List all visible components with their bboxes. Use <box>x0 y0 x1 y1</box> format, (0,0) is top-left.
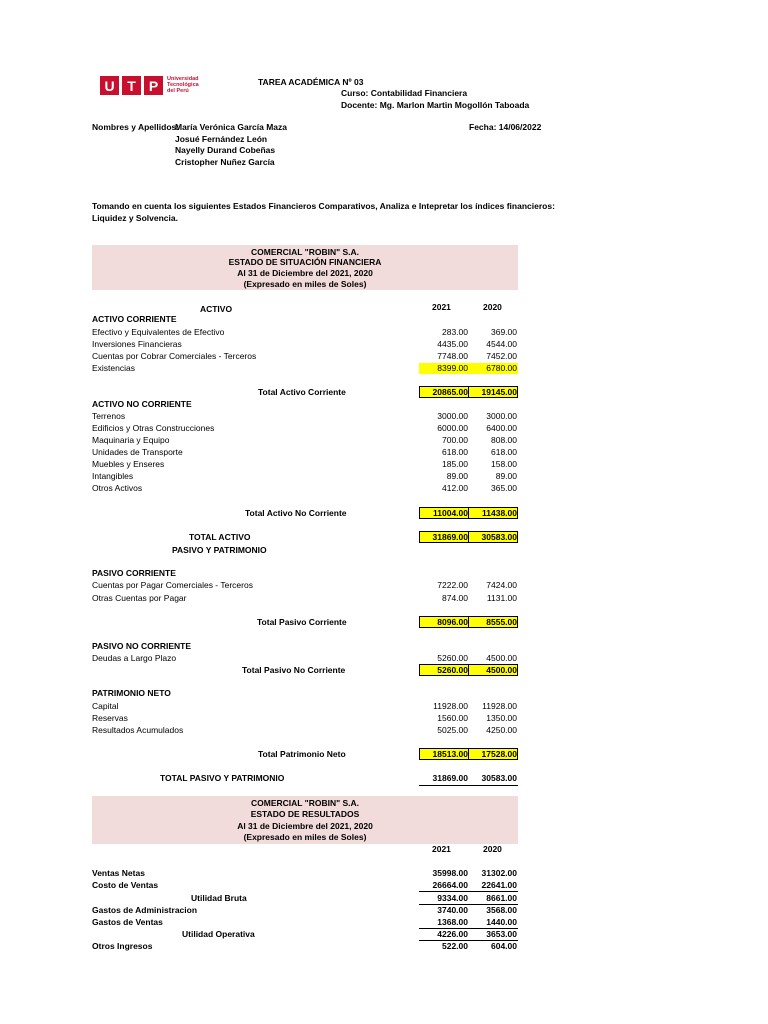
logo-letter-u: U <box>100 76 119 95</box>
row-label: Otros Ingresos <box>92 941 153 951</box>
total-2020: 8555.00 <box>486 617 517 627</box>
value-2021: 11928.00 <box>433 701 468 711</box>
student-name: María Verónica García Maza <box>175 122 287 132</box>
balance-company: COMERCIAL "ROBIN" S.A. <box>250 247 360 257</box>
total-2020: 4500.00 <box>486 665 517 675</box>
value-2020: 31302.00 <box>481 868 517 878</box>
total-2020: 11438.00 <box>482 508 517 518</box>
value-2020: 89.00 <box>495 471 517 481</box>
value-2021: 26664.00 <box>432 880 468 890</box>
total-activo-label: TOTAL ACTIVO <box>189 532 251 542</box>
names-label: Nombres y Apellidos: <box>92 122 180 132</box>
value-2020: 604.00 <box>491 941 517 951</box>
value-2021: 9334.00 <box>437 893 468 903</box>
value-2021: 6000.00 <box>437 423 468 433</box>
value-2020: 1440.00 <box>486 917 517 927</box>
income-period: Al 31 de Diciembre del 2021, 2020 <box>237 821 373 831</box>
row-label: Efectivo y Equivalentes de Efectivo <box>92 327 225 337</box>
total-2020: 30583.00 <box>481 532 517 542</box>
total-2021: 18513.00 <box>432 749 468 759</box>
value-2021: 89.00 <box>446 471 468 481</box>
value-2021: 185.00 <box>442 459 468 469</box>
value-2020: 3000.00 <box>486 411 517 421</box>
value-2021: 3740.00 <box>437 905 468 915</box>
value-2021: 5260.00 <box>437 653 468 663</box>
value-2020: 369.00 <box>491 327 517 337</box>
student-name: Cristopher Nuñez García <box>175 157 275 167</box>
section-title-pasivo-corriente: PASIVO CORRIENTE <box>92 568 176 578</box>
value-2021: 4226.00 <box>437 929 468 939</box>
value-2020: 7452.00 <box>486 351 517 361</box>
year-header-2020: 2020 <box>483 844 502 854</box>
pasivo-patrimonio-heading: PASIVO Y PATRIMONIO <box>172 545 267 555</box>
income-company: COMERCIAL "ROBIN" S.A. <box>250 798 360 808</box>
teacher-label: Docente: Mg. Marlon Martin Mogollón Taboada <box>341 100 530 110</box>
row-label: Otras Cuentas por Pagar <box>92 593 187 603</box>
total-pasivo-patrimonio-label: TOTAL PASIVO Y PATRIMONIO <box>160 773 285 783</box>
value-2020: 6400.00 <box>486 423 517 433</box>
section-title-activo-corriente: ACTIVO CORRIENTE <box>92 314 177 324</box>
total-label: Total Activo Corriente <box>258 387 346 397</box>
instructions-line: Liquidez y Solvencia. <box>92 213 178 223</box>
value-2021: 8399.00 <box>437 363 468 373</box>
total-label: Total Patrimonio Neto <box>258 749 346 759</box>
value-2020: 3653.00 <box>486 929 517 939</box>
total-2020: 19145.00 <box>481 387 517 397</box>
activo-column-label: ACTIVO <box>199 304 233 314</box>
instructions-line: Tomando en cuenta los siguientes Estados Financieros Comparativos, Analiza e Intepretar los índices financieros: <box>92 201 555 211</box>
assignment-title: TAREA ACADÉMICA Nº 03 <box>258 77 364 87</box>
row-label: Edificios y Otras Construcciones <box>92 423 215 433</box>
section-title-patrimonio-neto: PATRIMONIO NETO <box>92 688 171 698</box>
value-2020: 1350.00 <box>486 713 517 723</box>
total-2021: 11004.00 <box>433 508 468 518</box>
row-label: Ventas Netas <box>92 868 145 878</box>
row-label: Maquinaria y Equipo <box>92 435 170 445</box>
student-name: Nayelly Durand Cobeñas <box>175 145 276 155</box>
row-label: Gastos de Administracion <box>92 905 198 915</box>
value-2020: 22641.00 <box>481 880 517 890</box>
value-2020: 1131.00 <box>486 593 517 603</box>
value-2020: 365.00 <box>491 483 517 493</box>
row-label: Deudas a Largo Plazo <box>92 653 177 663</box>
value-2021: 7748.00 <box>437 351 468 361</box>
row-label: Capital <box>92 701 119 711</box>
value-2021: 1368.00 <box>437 917 468 927</box>
value-2020: 4500.00 <box>486 653 517 663</box>
total-2021: 31869.00 <box>432 532 468 542</box>
total-label: Total Pasivo No Corriente <box>242 665 346 675</box>
row-label: Otros Activos <box>92 483 143 493</box>
value-2021: 7222.00 <box>437 580 468 590</box>
value-2020: 158.00 <box>491 459 517 469</box>
value-2021: 522.00 <box>442 941 468 951</box>
value-2020: 618.00 <box>491 447 517 457</box>
student-name: Josué Fernández León <box>175 134 268 144</box>
logo-subtitle: Universidad Tecnológica del Perú <box>167 76 199 94</box>
value-2021: 3000.00 <box>437 411 468 421</box>
income-title: ESTADO DE RESULTADOS <box>250 809 360 819</box>
section-title-activo-no-corriente: ACTIVO NO CORRIENTE <box>92 399 192 409</box>
row-label: Gastos de Ventas <box>92 917 163 927</box>
value-2021: 1560.00 <box>437 713 468 723</box>
value-2020: 8661.00 <box>486 893 517 903</box>
total-label: Total Activo No Corriente <box>245 508 347 518</box>
total-2020: 17528.00 <box>481 749 517 759</box>
row-label: Terrenos <box>92 411 126 421</box>
value-2021: 700.00 <box>442 435 468 445</box>
balance-period: Al 31 de Diciembre del 2021, 2020 <box>237 268 373 278</box>
value-2020: 7424.00 <box>486 580 517 590</box>
row-label: Existencias <box>92 363 135 373</box>
income-units: (Expresado en miles de Soles) <box>243 832 367 842</box>
row-label: Cuentas por Cobrar Comerciales - Terceros <box>92 351 257 361</box>
value-2021: 618.00 <box>442 447 468 457</box>
year-header-2021: 2021 <box>432 844 451 854</box>
subtotal-line <box>419 891 518 892</box>
value-2021: 412.00 <box>442 483 468 493</box>
row-label: Unidades de Transporte <box>92 447 183 457</box>
value-2021: 283.00 <box>442 327 468 337</box>
value-2021: 4435.00 <box>437 339 468 349</box>
value-2020: 6780.00 <box>486 363 517 373</box>
total-2021: 8096.00 <box>437 617 468 627</box>
row-label: Intangibles <box>92 471 134 481</box>
row-label: Cuentas por Pagar Comerciales - Terceros <box>92 580 253 590</box>
row-label: Resultados Acumulados <box>92 725 184 735</box>
total-2021: 5260.00 <box>437 665 468 675</box>
row-label: Muebles y Enseres <box>92 459 165 469</box>
total-2021: 20865.00 <box>432 387 468 397</box>
value-2020: 4544.00 <box>486 339 517 349</box>
total-2020: 30583.00 <box>481 773 517 783</box>
year-header-2020: 2020 <box>483 302 502 312</box>
total-pp-underline <box>419 785 518 786</box>
row-label: Utilidad Operativa <box>182 929 255 939</box>
date-label: Fecha: 14/06/2022 <box>469 122 542 132</box>
total-2021: 31869.00 <box>432 773 468 783</box>
value-2020: 4250.00 <box>486 725 517 735</box>
row-label: Utilidad Bruta <box>191 893 247 903</box>
section-title-pasivo-no-corriente: PASIVO NO CORRIENTE <box>92 641 192 651</box>
year-header-2021: 2021 <box>432 302 451 312</box>
value-2020: 3568.00 <box>486 905 517 915</box>
logo-letter-p: P <box>144 76 163 95</box>
value-2021: 5025.00 <box>437 725 468 735</box>
row-label: Inversiones Financieras <box>92 339 182 349</box>
course-label: Curso: Contabilidad Financiera <box>341 88 468 98</box>
row-label: Costo de Ventas <box>92 880 159 890</box>
balance-units: (Expresado en miles de Soles) <box>243 279 367 289</box>
total-label: Total Pasivo Corriente <box>257 617 347 627</box>
balance-title: ESTADO DE SITUACIÓN FINANCIERA <box>228 257 382 267</box>
logo-letter-t: T <box>122 76 141 95</box>
value-2021: 35998.00 <box>432 868 468 878</box>
value-2020: 11928.00 <box>482 701 517 711</box>
value-2021: 874.00 <box>442 593 468 603</box>
row-label: Reservas <box>92 713 128 723</box>
value-2020: 808.00 <box>491 435 517 445</box>
